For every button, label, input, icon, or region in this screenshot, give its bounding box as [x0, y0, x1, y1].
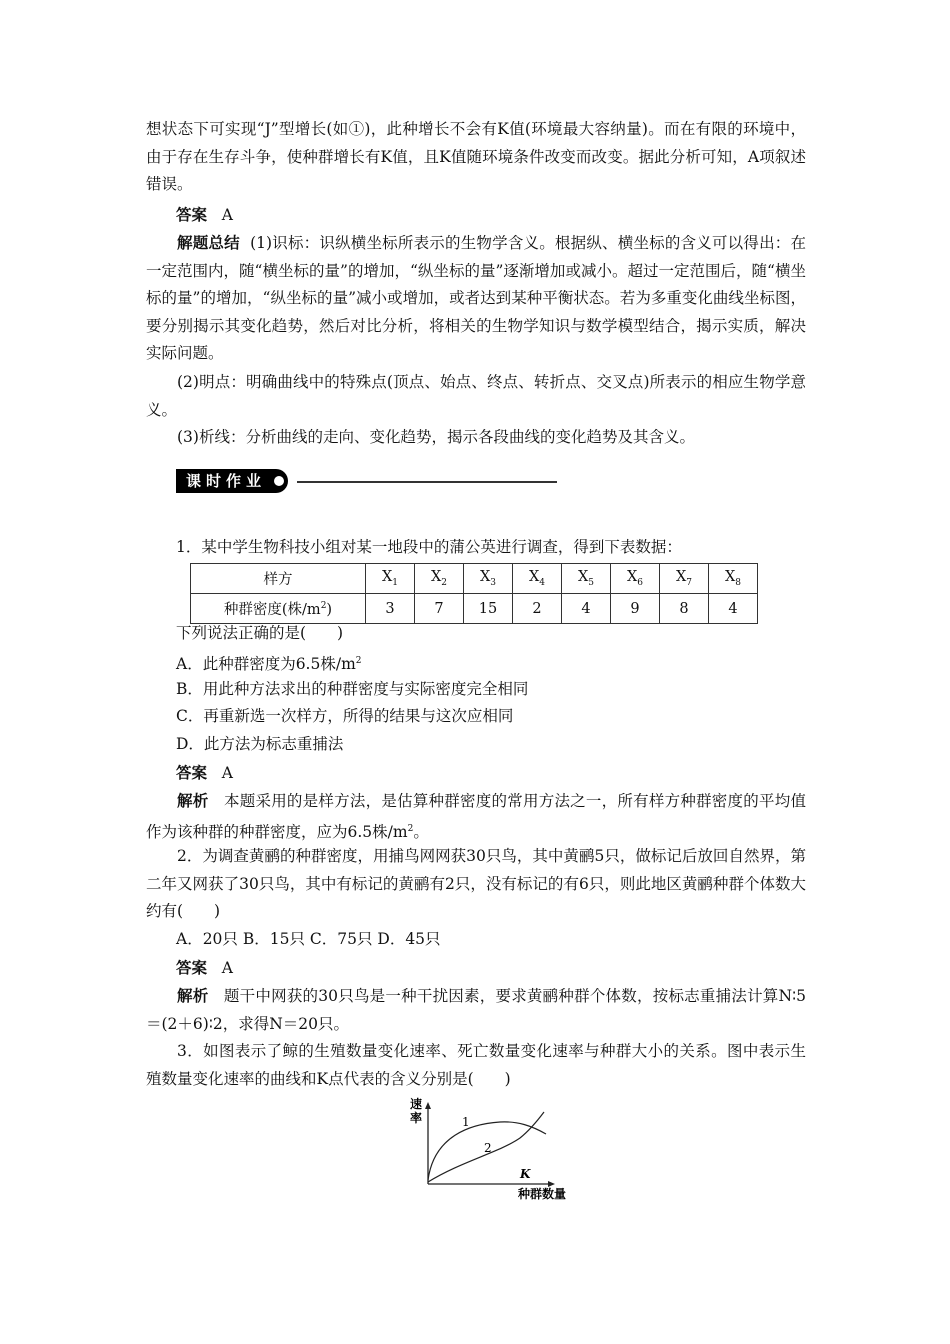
table-cell: 3 — [366, 594, 415, 624]
table-header-cell: 种群密度(株$/m^2$) — [191, 594, 366, 624]
q1-prompt: 下列说法正确的是( ) — [176, 624, 344, 642]
table-column-header: $X_1$ — [366, 564, 415, 594]
table-column-header: $X_2$ — [415, 564, 464, 594]
table-cell: 2 — [513, 594, 562, 624]
q1-analysis: 解析 本题采用的是样方法，是估算种群密度的常用方法之一，所有样方种群密度的平均值作为该种群的种群密度，应为6.5株$/m^2$。 — [146, 791, 806, 841]
curve-2-label: 2 — [484, 1141, 492, 1155]
curve-1-label: 1 — [462, 1115, 470, 1129]
intro-paragraph: 想状态下可实现“J”型增长(如①)，此种增长不会有K值(环境最大容纳量)。而在有限的环境中，由于存在生存斗争，使种群增长有K值，且K值随环境条件改变而改变。据此分析可知，A项叙述错误。 — [146, 120, 806, 193]
q2-analysis: 解析 题干中网获的30只鸟是一种干扰因素，要求黄鹂种群个体数，按标志重捕法计算N∶5＝(2＋6)∶2，求得N＝20只。 — [146, 986, 806, 1033]
summary-text: (1)识标：识纵横坐标所表示的生物学含义。根据纵、横坐标的含义可以得出：在一定范围内，随“横坐标的量”的增加，“纵坐标的量”逐渐增加或减小。超过一定范围后，随“横坐标的量”的增加，“纵坐标的量”减小或增加，或者达到某种平衡状态。若为多重变化曲线坐标图，要分别揭示其变化趋势，然后对比分析，将相关的生物学知识与数学模型结合，揭示实质，解决实际问题。 — [146, 234, 806, 362]
q1-option-a: A．此种群密度为6.5株$/m^2$ — [176, 655, 362, 674]
table-column-header: $X_6$ — [611, 564, 660, 594]
table-header-cell: 样方 — [191, 564, 366, 594]
table-cell: 4 — [562, 594, 611, 624]
k-point-label: K — [520, 1167, 531, 1181]
q2-options: A．20只 B．15只 C．75只 D．45只 — [176, 930, 441, 948]
rate-curve-diagram — [400, 1096, 590, 1202]
intro-answer — [176, 201, 233, 230]
table-column-header: $X_5$ — [562, 564, 611, 594]
table-column-header: $X_8$ — [709, 564, 758, 594]
table-cell: 9 — [611, 594, 660, 624]
table-cell: 7 — [415, 594, 464, 624]
q1-option-b: B．用此种方法求出的种群密度与实际密度完全相同 — [176, 680, 529, 698]
sample-table — [190, 563, 758, 624]
q1-option-c: C．再重新选一次样方，所得的结果与这次应相同 — [176, 707, 514, 725]
table-column-header: $X_4$ — [513, 564, 562, 594]
section-divider — [297, 481, 557, 483]
q2-answer: 答案 A — [176, 958, 233, 977]
y-axis-arrow-icon — [425, 1102, 431, 1109]
summary-label: 解题总结 — [177, 233, 240, 252]
x-axis-label: 种群数量 — [518, 1187, 567, 1201]
q1-stem: 1．某中学生物科技小组对某一地段中的蒲公英进行调查，得到下表数据： — [176, 538, 682, 556]
answer-value: A — [221, 206, 233, 224]
answer-label: 答案 — [176, 205, 208, 224]
summary-paragraph — [146, 229, 806, 368]
q2-stem: 2．为调查黄鹂的种群密度，用捕鸟网网获30只鸟，其中黄鹂5只，做标记后放回自然界，第二年又网获了30只鸟，其中有标记的黄鹂有2只，没有标记的有6只，则此地区黄鹂种群个体数大约有( ) — [146, 847, 806, 920]
q1-answer: 答案 A — [176, 763, 233, 782]
section-banner — [176, 469, 296, 493]
table-cell: 15 — [464, 594, 513, 624]
table-row — [191, 594, 758, 624]
table-cell: 8 — [660, 594, 709, 624]
summary-point-3: (3)析线：分析曲线的走向、变化趋势，揭示各段曲线的变化趋势及其含义。 — [177, 428, 695, 446]
q3-stem: 3．如图表示了鲸的生殖数量变化速率、死亡数量变化速率与种群大小的关系。图中表示生殖数量变化速率的曲线和K点代表的含义分别是( ) — [146, 1042, 806, 1088]
q1-option-d: D．此方法为标志重捕法 — [176, 735, 344, 753]
table-column-header: $X_7$ — [660, 564, 709, 594]
section-banner-label: 课时作业 — [186, 472, 267, 490]
table-column-header: $X_3$ — [464, 564, 513, 594]
y-axis-label-1: 速 — [410, 1097, 423, 1111]
y-axis-label-2: 率 — [410, 1111, 423, 1125]
summary-point-2: (2)明点：明确曲线中的特殊点(顶点、始点、终点、转折点、交叉点)所表示的相应生物学意义。 — [146, 373, 806, 419]
table-cell: 4 — [709, 594, 758, 624]
banner-dot-icon — [274, 476, 284, 486]
table-row — [191, 564, 758, 594]
